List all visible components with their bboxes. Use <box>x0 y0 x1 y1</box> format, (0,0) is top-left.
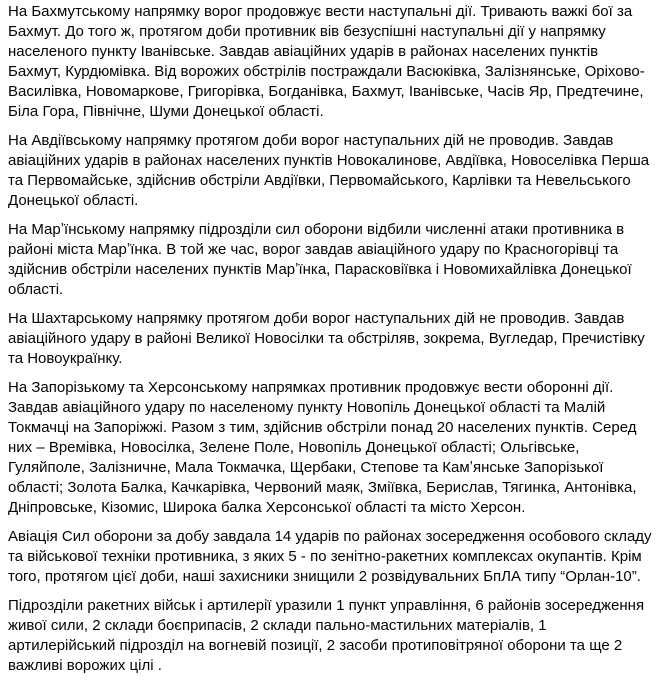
paragraph-shakhtarske-direction: На Шахтарському напрямку протягом доби ворог наступальних дій не проводив. Завдав авіаційного удару в районі Великої Новосілки та обстріляв, зокрема, Вугледар, Пречистівку та Новоукраїнку. <box>8 310 649 367</box>
paragraph-marinka-direction: На Марʼїнському напрямку підрозділи сил оборони відбили численні атаки противника в районі міста Марʼїнка. В той же час, ворог завдав авіаційного удару по Красногорівці та здійснив обстріли населених пунктів Марʼїнка, Парасковіївка і Новомихайлівка Донецької області. <box>8 221 636 298</box>
paragraph-defense-aviation: Авіація Сил оборони за добу завдала 14 ударів по районах зосередження особового складу та військової техніки противника, з яких 5 - по зенітно-ракетних комплексах окупантів. Крім того, протягом цієї доби, наші захисники знищили 2 розвідувальних БпЛА типу “Орлан-10”. <box>8 528 656 585</box>
paragraph-missile-artillery-units: Підрозділи ракетних військ і артилерії уразили 1 пункт управління, 6 районів зосередження живої сили, 2 склади боєприпасів, 2 склади пально-мастильних матеріалів, 1 артилерійський підрозділ на вогневій позиції, 2 засоби протиповітряної оборони та ще 2 важливі ворожих цілі . <box>8 597 649 674</box>
paragraph-avdiivka-direction: На Авдіївському напрямку протягом доби ворог наступальних дій не проводив. Завдав авіаційних ударів в районах населених пунктів Новокалинове, Авдіївка, Новоселівка Перша та Первомайське, здійснив обстріли Авдіївки, Первомайського, Карлівки та Невельського Донецької області. <box>8 132 654 209</box>
paragraph-bakhmut-direction: На Бахмутському напрямку ворог продовжує вести наступальні дії. Тривають важкі бої за Бахмут. До того ж, протягом доби противник вів безуспішні наступальні дії у напрямку населеного пункту Іванівське. Завдав авіаційних ударів в районах населених пунктів Бахмут, Курдюмівка. Від ворожих обстрілів постраждали Васюківка, Залізнянське, Оріхово-Василівка, Новомаркове, Григорівка, Богданівка, Бахмут, Іванівське, Часів Яр, Предтечине, Біла Гора, Північне, Шуми Донецької області. <box>8 3 648 120</box>
paragraph-zaporizhzhia-kherson-directions: На Запорізькому та Херсонському напрямках противник продовжує вести оборонні дії. Завдав авіаційного удару по населеному пункту Новопіль Донецької області та Малій Токмачці на Запоріжжі. Разом з тим, здійснив обстріли понад 20 населених пунктів. Серед них – Времівка, Новосілка, Зелене Поле, Новопіль Донецької області; Ольгівське, Гуляйполе, Залізничне, Мала Токмачка, Щербаки, Степове та Камʼянське Запорізької області; Золота Балка, Качкарівка, Червоний маяк, Зміївка, Берислав, Тягинка, Антонівка, Дніпровське, Кізомис, Широка балка Херсонської області та місто Херсон. <box>8 379 641 516</box>
